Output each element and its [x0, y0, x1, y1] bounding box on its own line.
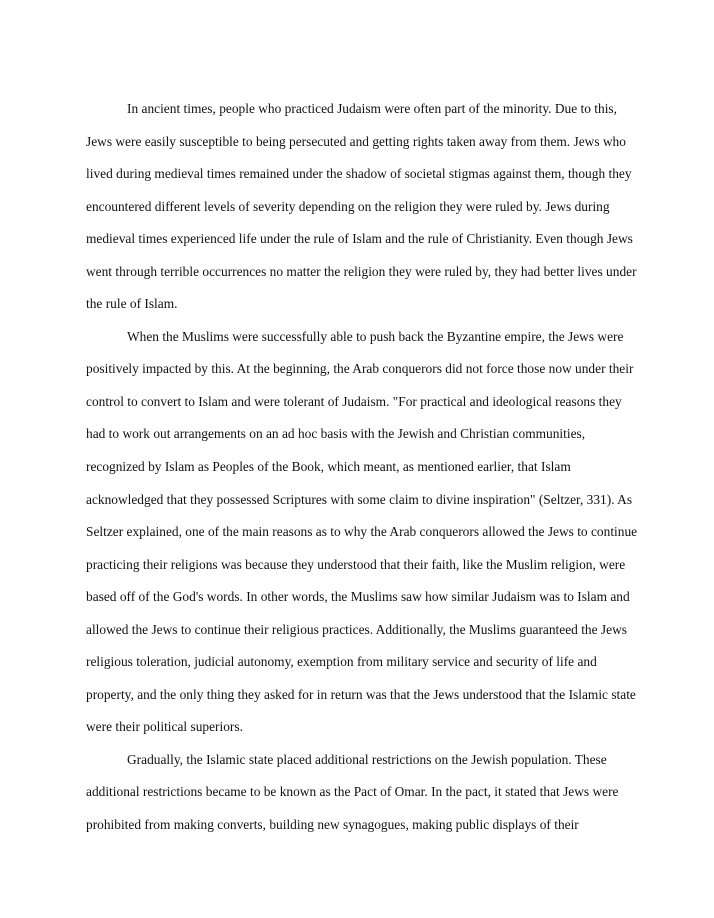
document-body [86, 93, 638, 842]
paragraph-2: When the Muslims were successfully able to push back the Byzantine empire, the Jews were positively impacted by this. At the beginning, the Arab conquerors did not force those now under their control to convert to Islam and were tolerant of Judaism. "For practical and ideological reasons they had to work out arrangements on an ad hoc basis with the Jewish and Christian communities, recognized by Islam as Peoples of the Book, which meant, as mentioned earlier, that Islam acknowledged that they possessed Scriptures with some claim to divine inspiration" (Seltzer, 331). As Seltzer explained, one of the main reasons as to why the Arab conquerors allowed the Jews to continue practicing their religions was because they understood that their faith, like the Muslim religion, were based off of the God's words. In other words, the Muslims saw how similar Judaism was to Islam and allowed the Jews to continue their religious practices. Additionally, the Muslims guaranteed the Jews religious toleration, judicial autonomy, exemption from military service and security of life and property, and the only thing they asked for in return was that the Jews understood that the Islamic state were their political superiors. [86, 328, 638, 735]
paragraph-1: In ancient times, people who practiced Judaism were often part of the minority. Due to this, Jews were easily susceptible to being persecuted and getting rights taken away from them. Jews who lived during medieval times remained under the shadow of societal stigmas against them, though they encountered different levels of severity depending on the religion they were ruled by. Jews during medieval times experienced life under the rule of Islam and the rule of Christianity. Even though Jews went through terrible occurrences no matter the religion they were ruled by, they had better lives under the rule of Islam. [86, 101, 637, 312]
paragraph-3: Gradually, the Islamic state placed additional restrictions on the Jewish population. These additional restrictions became to be known as the Pact of Omar. In the pact, it stated that Jews were prohibited from making converts, building new synagogues, making public displays of their [86, 751, 619, 833]
